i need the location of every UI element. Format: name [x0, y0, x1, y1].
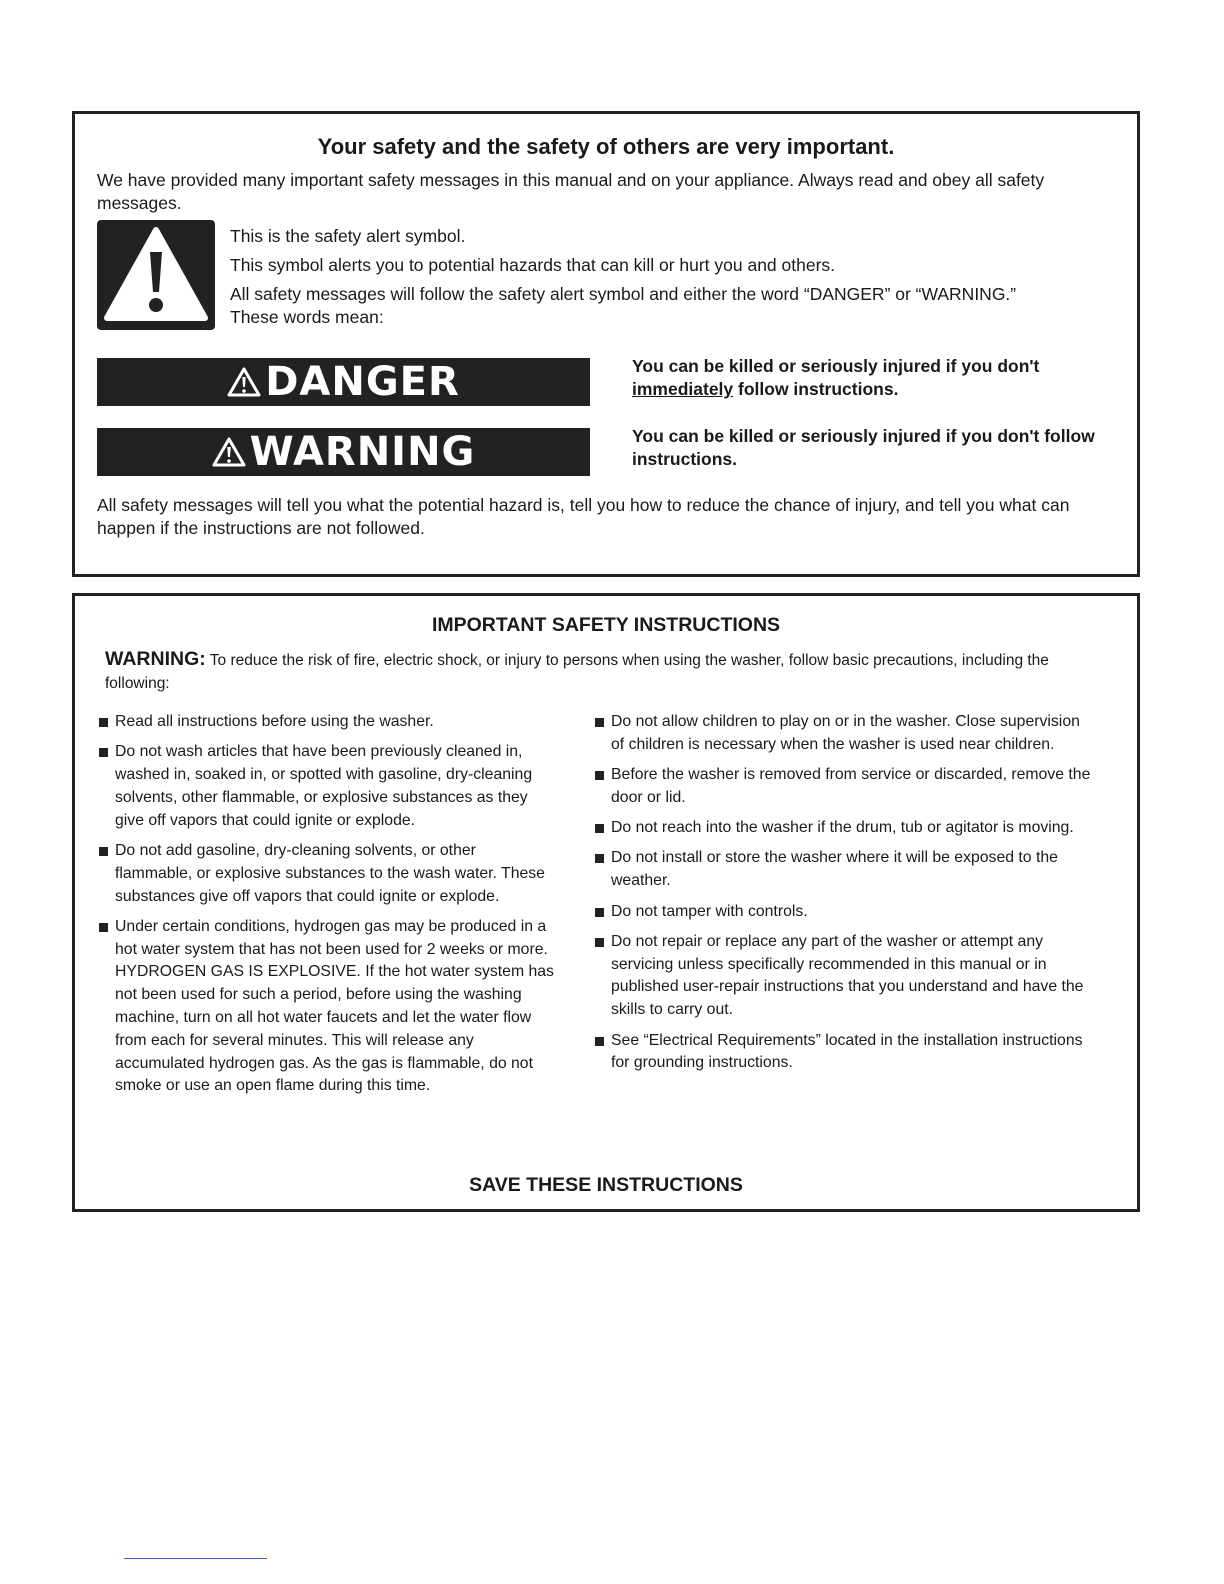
danger-desc-text-end: follow instructions.	[733, 379, 899, 399]
instructions-box	[72, 593, 1140, 1212]
list-item: Do not wash articles that have been previously cleaned in, washed in, soaked in, or spotted with gasoline, dry-cleaning solvents, other flammable, or explosive substances as they give off vapors that could ignite or explode.	[98, 741, 553, 832]
safety-heading: Your safety and the safety of others are very important.	[317, 134, 895, 159]
save-instructions-footer: SAVE THESE INSTRUCTIONS	[469, 1174, 743, 1196]
alert-line: This symbol alerts you to potential hazards that can kill or hurt you and others.	[230, 255, 836, 275]
list-item: Do not tamper with controls.	[594, 901, 1094, 924]
warning-intro	[105, 648, 1097, 695]
warning-triangle-icon	[212, 437, 246, 467]
list-item: Do not add gasoline, dry-cleaning solvents, or other flammable, or explosive substances to the wash water. These substances give off vapors that could ignite or explode.	[98, 840, 553, 908]
list-item: Do not allow children to play on or in the washer. Close supervision of children is necessary when the washer is used near children.	[594, 711, 1094, 757]
list-item: Under certain conditions, hydrogen gas may be produced in a hot water system that has not been used for 2 weeks or more. HYDROGEN GAS IS EXPLOSIVE. If the hot water system has not been used for such a period, before using the washing machine, turn on all hot water faucets and let the water flow from each for several minutes. This will release any accumulated hydrogen gas. As the gas is flammable, do not smoke or use an open flame during this time.	[98, 916, 555, 1098]
instructions-heading: IMPORTANT SAFETY INSTRUCTIONS	[431, 614, 781, 636]
warning-description: You can be killed or seriously injured if you don't follow instructions.	[632, 426, 1095, 469]
list-item: Read all instructions before using the washer.	[98, 711, 553, 734]
danger-desc-text: You can be killed or seriously injured if you don't	[632, 356, 1040, 376]
warning-label: WARNING:	[105, 648, 206, 670]
warning-triangle-icon	[227, 367, 261, 397]
danger-word: DANGER	[265, 359, 460, 405]
list-item: See “Electrical Requirements” located in the installation instructions for grounding instructions.	[594, 1030, 1094, 1076]
instructions-left-column	[98, 711, 553, 1106]
list-item: Do not reach into the washer if the drum, tub or agitator is moving.	[594, 817, 1094, 840]
danger-desc-emphasis: immediately	[632, 379, 734, 399]
instructions-right-column	[594, 711, 1094, 1083]
warning-signal-banner	[97, 428, 590, 476]
footer-divider	[124, 1558, 267, 1559]
danger-description	[632, 355, 1112, 401]
safety-alert-icon	[97, 220, 215, 330]
alert-explanation	[230, 225, 1020, 335]
list-item: Before the washer is removed from service or discarded, remove the door or lid.	[594, 764, 1094, 810]
safety-closing: All safety messages will tell you what the potential hazard is, tell you how to reduce the chance of injury, and tell you what can happen if the instructions are not followed.	[97, 495, 1070, 538]
safety-message-box	[72, 111, 1140, 577]
list-item: Do not repair or replace any part of the washer or attempt any servicing unless specifically recommended in this manual or in published user-repair instructions that you understand and have the skills to carry out.	[594, 931, 1094, 1022]
list-item: Do not install or store the washer where it will be exposed to the weather.	[594, 847, 1094, 893]
alert-line: All safety messages will follow the safety alert symbol and either the word “DANGER” or “WARNING.” These words mean:	[230, 284, 1017, 327]
warning-intro-text: To reduce the risk of fire, electric shock, or injury to persons when using the washer, follow basic precautions, including the following:	[105, 652, 1049, 692]
safety-intro: We have provided many important safety messages in this manual and on your appliance. Always read and obey all safety messages.	[97, 170, 1045, 213]
alert-line: This is the safety alert symbol.	[230, 226, 466, 246]
danger-signal-banner	[97, 358, 590, 406]
warning-word: WARNING	[249, 429, 476, 475]
